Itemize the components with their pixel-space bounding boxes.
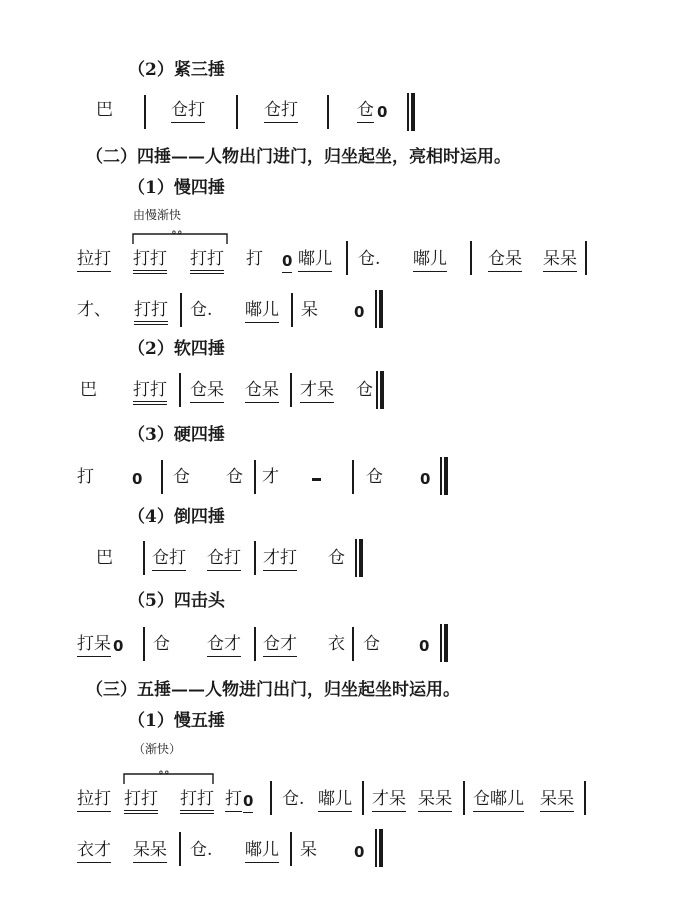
syllable: 呆呆 (418, 791, 452, 812)
syllable: 拉打 (77, 791, 111, 812)
syllable: 拉打 (77, 251, 111, 272)
bar-line (346, 241, 348, 275)
syllable: 打呆 (77, 636, 111, 657)
syllable: 巴 (96, 100, 113, 120)
syllable: 仓 (366, 467, 383, 487)
syllable: 才呆 (300, 382, 334, 403)
rest-zero: 0 (354, 843, 365, 861)
bar-line (254, 460, 256, 494)
section-heading-3: （三）五捶——人物进门出门，归坐起坐时运用。 (86, 680, 460, 700)
heading-ying-si-chui: （3）硬四捶 (128, 425, 225, 445)
syllable: 仓才 (263, 636, 297, 657)
syllable: 嘟儿 (318, 791, 352, 812)
rest-zero: 0 (243, 794, 253, 813)
syllable: 仓 (226, 467, 243, 487)
syllable: 才呆 (372, 791, 406, 812)
bar-line (290, 373, 292, 407)
rest-zero: 0 (132, 470, 143, 488)
syllable: 仓 (328, 548, 345, 568)
syllable: 仓打 (207, 550, 241, 571)
end-bar (440, 624, 448, 662)
syllable: 打打 (133, 251, 167, 274)
syllable: 仓打 (171, 102, 205, 123)
syllable: 呆 (301, 300, 318, 320)
syllable: 仓. (282, 789, 305, 809)
syllable: 仓 (173, 467, 190, 487)
syllable: 仓打 (264, 102, 298, 123)
syllable: 仓. (358, 249, 381, 269)
bar-line (254, 627, 256, 661)
bar-line (290, 832, 292, 866)
rest-zero: 0 (113, 637, 124, 655)
bar-line (291, 293, 293, 327)
slur-bracket (124, 772, 224, 786)
bar-line (179, 832, 181, 866)
syllable: 打 (77, 467, 94, 487)
section-heading-2: （二）四捶——人物出门进门，归坐起坐，亮相时运用。 (86, 147, 511, 167)
syllable: 仓. (190, 840, 213, 860)
rest-zero: 0 (282, 254, 292, 273)
end-bar (375, 829, 383, 867)
syllable: 呆 (300, 840, 317, 860)
bar-line (180, 293, 182, 327)
bar-line (143, 627, 145, 661)
syllable: 仓 (363, 634, 380, 654)
syllable: 衣 (328, 634, 345, 654)
bar-line (327, 95, 329, 129)
heading-jin-san-chui: （2）紧三捶 (128, 60, 225, 80)
syllable: 打打 (133, 382, 167, 405)
bar-line (584, 781, 586, 815)
heading-man-wu-chui: （1）慢五捶 (128, 711, 225, 731)
bar-line (254, 541, 256, 575)
syllable: 仓. (190, 300, 213, 320)
syllable: 仓呆 (488, 251, 522, 272)
end-bar (355, 539, 363, 577)
bar-line (236, 95, 238, 129)
syllable: 打 (246, 249, 263, 269)
syllable: 仓 (356, 380, 373, 400)
bar-line (144, 95, 146, 129)
syllable: 嘟儿 (245, 842, 279, 863)
syllable: 打打 (124, 791, 158, 814)
end-bar (440, 457, 448, 495)
syllable: 仓 (357, 102, 374, 123)
syllable: 嘟儿 (413, 251, 447, 272)
bar-line (270, 781, 272, 815)
heading-si-ji-tou: （5）四击头 (128, 591, 225, 611)
syllable: 打打 (190, 251, 224, 274)
heading-man-si-chui: （1）慢四捶 (128, 178, 225, 198)
bar-line (352, 460, 354, 494)
rest-zero: 0 (377, 103, 388, 121)
end-bar (376, 371, 384, 409)
tempo-mark: 由慢渐快 (133, 208, 182, 222)
bar-line (143, 541, 145, 575)
bar-line (161, 460, 163, 494)
syllable: 衣才 (77, 842, 111, 863)
heading-dao-si-chui: （4）倒四捶 (128, 507, 225, 527)
bar-line (179, 373, 181, 407)
bar-line (463, 781, 465, 815)
rest-zero: 0 (420, 470, 431, 488)
bar-line (362, 781, 364, 815)
ornament-dots: ∘∘ (158, 765, 170, 779)
syllable: 才、 (77, 300, 111, 320)
ornament-dots: ∘∘ (171, 225, 183, 239)
bar-line (470, 241, 472, 275)
syllable: 巴 (80, 380, 97, 400)
syllable: 打打 (134, 302, 168, 325)
syllable: 嘟儿 (298, 251, 332, 272)
syllable: 才打 (263, 550, 297, 571)
syllable: 仓打 (152, 550, 186, 571)
slur-bracket (133, 232, 233, 246)
syllable: 仓 (153, 634, 170, 654)
bar-line (585, 241, 587, 275)
heading-ruan-si-chui: （2）软四捶 (128, 339, 225, 359)
syllable: 才 (262, 467, 279, 487)
bar-line (352, 627, 354, 661)
tempo-mark: （渐快） (133, 742, 182, 756)
syllable: 仓嘟儿 (473, 791, 524, 812)
syllable: 呆呆 (540, 791, 574, 812)
syllable: 呆呆 (543, 251, 577, 272)
hold-dash (312, 478, 321, 481)
syllable: 仓呆 (190, 382, 224, 403)
rest-zero: 0 (354, 303, 365, 321)
end-bar (375, 290, 383, 328)
syllable: 巴 (96, 548, 113, 568)
syllable: 仓才 (207, 636, 241, 657)
syllable: 嘟儿 (245, 302, 279, 323)
syllable: 呆呆 (133, 842, 167, 863)
rest-zero: 0 (419, 637, 430, 655)
syllable: 仓呆 (245, 382, 279, 403)
syllable: 打打 (180, 791, 214, 814)
end-bar (407, 93, 415, 131)
syllable: 打 (225, 791, 242, 812)
